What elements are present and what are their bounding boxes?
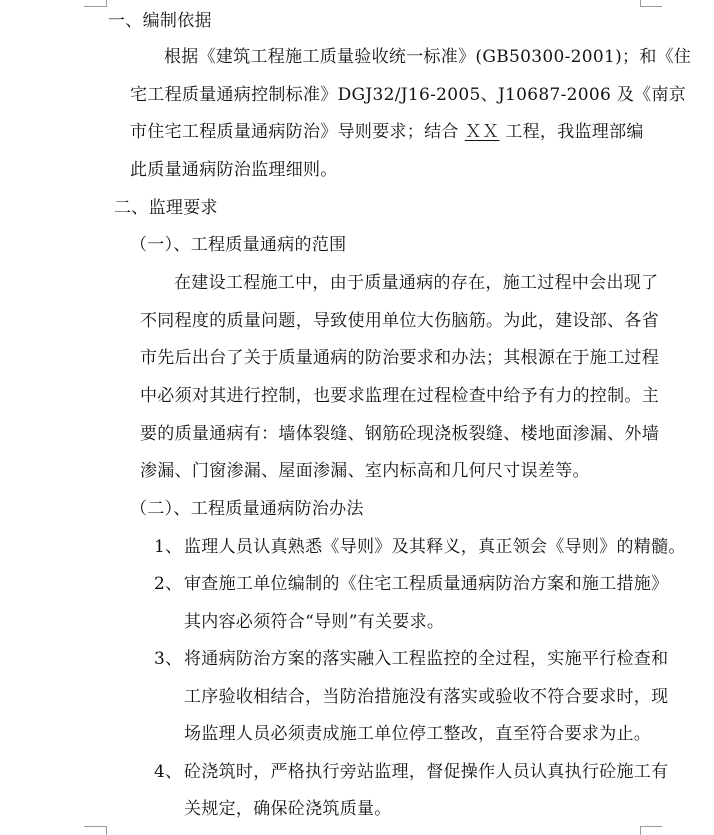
crop-mark-top-right-h [640,6,662,7]
crop-mark-bottom-left-h [84,826,106,827]
list-item-line: 关规定，确保砼浇筑质量。 [184,799,392,819]
section-1-text: 市住宅工程质量通病防治》导则要求；结合 [130,122,459,142]
subsection-1-line: 不同程度的质量问题，导致使用单位大伤脑筋。为此，建设部、各省 [140,311,659,331]
subsection-2-heading: （二）、工程质量通病防治办法 [130,499,364,519]
list-item-line: 工序验收相结合，当防治措施没有落实或验收不符合要求时，现 [184,687,669,707]
project-name-blank: ＸＸ [464,122,500,142]
subsection-1-line: 市先后出台了关于质量通病的防治要求和办法；其根源在于施工过程 [140,348,659,368]
crop-mark-top-left-h [84,6,106,7]
section-2-heading: 二、监理要求 [114,198,218,218]
list-item-line: 其内容必须符合“导则”有关要求。 [184,612,445,632]
section-1-text: 工程，我监理部编 [505,122,644,142]
list-item-number: 1、 [154,537,183,557]
section-1-paragraph-line [130,121,644,143]
crop-mark-bottom-left-v [106,826,107,835]
list-item-number: 3、 [154,649,183,669]
subsection-1-line: 在建设工程施工中，由于质量通病的存在，施工过程中会出现了 [174,273,659,293]
crop-mark-bottom-right-h [640,826,662,827]
subsection-1-line: 要的质量通病有：墙体裂缝、钢筋砼现浇板裂缝、楼地面渗漏、外墙 [140,424,659,444]
subsection-1-heading: （一）、工程质量通病的范围 [130,235,347,255]
list-item-line: 场监理人员必须责成施工单位停工整改，直至符合要求为止。 [184,724,652,744]
section-1-paragraph-line: 此质量通病防治监理细则。 [130,160,338,180]
crop-mark-top-right-v [640,0,641,7]
section-1-heading: 一、编制依据 [108,11,212,31]
section-1-paragraph-line: 根据《建筑工程施工质量验收统一标准》(GB50300-2001)；和《住 [164,47,692,67]
section-1-paragraph-line: 宅工程质量通病控制标准》DGJ32/J16-2005、J10687-2006 及《南京 [130,85,687,105]
list-item-line: 砼浇筑时，严格执行旁站监理，督促操作人员认真执行砼施工有 [184,762,669,782]
list-item-line: 监理人员认真熟悉《导则》及其释义，真正领会《导则》的精髓。 [184,537,686,557]
subsection-1-line: 渗漏、门窗渗漏、屋面渗漏、室内标高和几何尺寸误差等。 [140,461,590,481]
list-item-line: 将通病防治方案的落实融入工程监控的全过程，实施平行检查和 [184,649,669,669]
crop-mark-bottom-right-v [640,826,641,835]
crop-mark-top-left-v [106,0,107,7]
list-item-number: 4、 [154,762,183,782]
subsection-1-line: 中必须对其进行控制，也要求监理在过程检查中给予有力的控制。主 [140,386,659,406]
list-item-line: 审查施工单位编制的《住宅工程质量通病防治方案和施工措施》 [184,574,669,594]
list-item-number: 2、 [154,574,183,594]
